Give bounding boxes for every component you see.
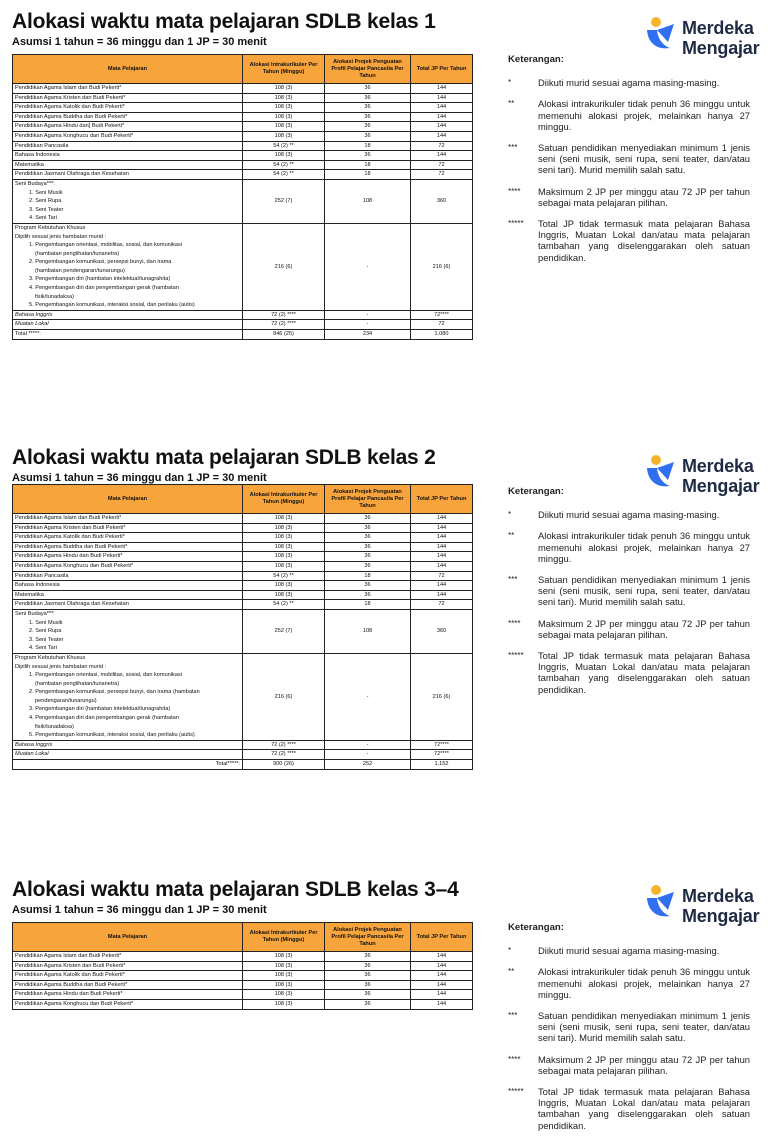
line-text: 4. Seni Tari (29, 215, 57, 222)
value-cell: 108 (3) (243, 93, 325, 103)
value-cell: 72 (411, 170, 473, 180)
table-row (13, 523, 473, 533)
table-row (13, 571, 473, 581)
note-text: Diikuti murid sesuai agama masing-masing. (538, 509, 720, 521)
value-cell: 72 (411, 600, 473, 610)
table-header-row (13, 55, 473, 84)
value-cell: 36 (325, 952, 411, 962)
value-cell: - (325, 740, 411, 750)
subject-cell (13, 653, 243, 740)
table-row (13, 590, 473, 600)
header-total: Total JP Per Tahun (411, 55, 473, 84)
value-cell: 72 (2) **** (243, 320, 325, 330)
line-text: 1. Pengembangan orientasi, mobilitas, sosial, dan komunikasi (29, 672, 182, 679)
line-text: 3. Seni Teater (29, 636, 64, 643)
value-cell: - (325, 320, 411, 330)
subject-cell (13, 609, 243, 653)
subject-cell (13, 223, 243, 310)
note-item (508, 650, 750, 695)
value-cell: 144 (411, 84, 473, 94)
table-row (13, 93, 473, 103)
subject-cell: Pendidikan Agama Buddha dan Budi Pekerti* (13, 542, 243, 552)
value-cell: 108 (3) (243, 990, 325, 1000)
subject-cell: Muatan Lokal (13, 750, 243, 760)
section-title: Alokasi waktu mata pelajaran SDLB kelas 3–4 (12, 878, 459, 901)
value-cell: 36 (325, 980, 411, 990)
value-cell: 36 (325, 999, 411, 1009)
value-cell: 108 (3) (243, 151, 325, 161)
section-title: Alokasi waktu mata pelajaran SDLB kelas 1 (12, 10, 436, 33)
khusus-row (13, 223, 473, 310)
value-cell: 54 (2) ** (243, 141, 325, 151)
value-cell: 144 (411, 131, 473, 141)
subject-cell: Pendidikan Pancasila (13, 141, 243, 151)
note-item (508, 1010, 750, 1044)
value-cell: 144 (411, 990, 473, 1000)
subject-cell: Bahasa Inggris (13, 740, 243, 750)
seni-budaya-row (13, 609, 473, 653)
table-row (13, 980, 473, 990)
table-row (13, 122, 473, 132)
value-cell: 108 (3) (243, 533, 325, 543)
header-projek: Alokasi Projek Penguatan Profil Pelajar Pancasila Per Tahun (325, 485, 411, 514)
section-title: Alokasi waktu mata pelajaran SDLB kelas 2 (12, 446, 436, 469)
keterangan-notes (508, 486, 750, 705)
value-cell: 144 (411, 112, 473, 122)
subject-cell: Matematika (13, 590, 243, 600)
table-row (13, 170, 473, 180)
line-text: (hambatan pendengaran/tunarungu) (35, 267, 125, 274)
line-text: 2. Pengembangan komunikasi, persepsi bunyi, dan irama (29, 259, 172, 266)
subject-cell: Pendidikan Agama Islam dan Budi Pekerti* (13, 84, 243, 94)
value-cell: 36 (325, 581, 411, 591)
subject-cell: Pendidikan Agama Konghucu dan Budi Pekerti* (13, 561, 243, 571)
value-cell: 18 (325, 170, 411, 180)
subject-cell: Pendidikan Agama Katolik dan Budi Pekerti* (13, 103, 243, 113)
subject-cell: Pendidikan Agama Hindu dan Budi Pekerti* (13, 990, 243, 1000)
logo-mark-icon (644, 16, 678, 56)
section-subtitle: Asumsi 1 tahun = 36 minggu dan 1 JP = 30 menit (12, 36, 267, 48)
line-text: 4. Pengembangan diri dan pengembangan gerak (hambatan (29, 715, 179, 722)
value-cell: - (325, 653, 411, 740)
value-cell: 36 (325, 552, 411, 562)
keterangan-heading: Keterangan: (508, 54, 564, 65)
optional-row (13, 320, 473, 330)
total-value: 846 (25) (243, 330, 325, 340)
line-text: Seni Budaya***: (15, 610, 55, 617)
line-text: fisik/tunadaksa) (35, 293, 74, 300)
value-cell: 144 (411, 122, 473, 132)
subject-cell: Pendidikan Agama Hindu dan Budi Pekerti* (13, 552, 243, 562)
note-text: Total JP tidak termasuk mata pelajaran Bahasa Inggris, Muatan Lokal dan/atau mata pelajaran tambahan yang diselenggarakan oleh satuan pendidikan. (538, 1086, 750, 1131)
table-row (13, 971, 473, 981)
logo-text-line2: Mengajar (682, 38, 760, 58)
value-cell: 36 (325, 961, 411, 971)
value-cell: 108 (3) (243, 122, 325, 132)
note-text: Maksimum 2 JP per minggu atau 72 JP per tahun sebagai mata pelajaran pilihan. (538, 185, 750, 208)
value-cell: 144 (411, 952, 473, 962)
table-row (13, 542, 473, 552)
value-cell: 72**** (411, 310, 473, 320)
value-cell: 36 (325, 533, 411, 543)
subject-cell: Matematika (13, 160, 243, 170)
header-mapel: Mata Pelajaran (13, 485, 243, 514)
value-cell: 108 (3) (243, 952, 325, 962)
value-cell: 36 (325, 131, 411, 141)
subject-cell: Pendidikan Agama Hindu dan] Budi Pekerti* (13, 122, 243, 132)
note-text: Alokasi intrakurikuler tidak penuh 36 minggu untuk memenuhi alokasi projek, melainkan hanya 27 minggu. (538, 98, 750, 132)
line-text: 4. Seni Tari (29, 645, 57, 652)
note-item (508, 142, 750, 176)
header-intra: Alokasi Intrakurikuler Per Tahun (Minggu) (243, 485, 325, 514)
subject-cell: Pendidikan Agama Katolik dan Budi Pekerti* (13, 533, 243, 543)
value-cell: 36 (325, 103, 411, 113)
note-text: Total JP tidak termasuk mata pelajaran Bahasa Inggris, Muatan Lokal dan/atau mata pelajaran tambahan yang diselenggarakan oleh satuan pendidikan. (538, 650, 750, 695)
line-text: (hambatan penglihatan/tunanetra) (35, 250, 120, 257)
value-cell: 144 (411, 93, 473, 103)
value-cell: 216 (6) (243, 653, 325, 740)
line-text: 3. Pengembangan diri (hambatan intelektual/tunagrahita) (29, 276, 171, 283)
subject-cell: Pendidikan Jasmani Olahraga dan Kesehatan (13, 600, 243, 610)
header-mapel: Mata Pelajaran (13, 55, 243, 84)
value-cell: 72 (2) **** (243, 310, 325, 320)
logo-text-line2: Mengajar (682, 906, 760, 926)
subject-cell: Bahasa Indonesia (13, 151, 243, 161)
value-cell: 108 (3) (243, 581, 325, 591)
value-cell: 54 (2) ** (243, 160, 325, 170)
total-label: Total*****: (13, 760, 243, 770)
line-text: Program Kebutuhan Khusus (15, 654, 86, 661)
note-item (508, 218, 750, 263)
value-cell: 36 (325, 523, 411, 533)
value-cell: 36 (325, 514, 411, 524)
keterangan-heading: Keterangan: (508, 922, 564, 933)
logo-text-line1: Merdeka (682, 886, 754, 906)
line-text: fisik/tunadaksa) (35, 723, 74, 730)
value-cell: 144 (411, 999, 473, 1009)
allocation-table (12, 922, 473, 1010)
subject-cell: Pendidikan Agama Katolik dan Budi Pekerti* (13, 971, 243, 981)
value-cell: 108 (3) (243, 514, 325, 524)
note-mark: **** (508, 618, 521, 628)
value-cell: 72 (411, 320, 473, 330)
value-cell: 36 (325, 990, 411, 1000)
subject-cell: Muatan Lokal (13, 320, 243, 330)
note-item (508, 618, 750, 640)
total-row (13, 330, 473, 340)
optional-row (13, 310, 473, 320)
value-cell: 72 (2) **** (243, 750, 325, 760)
note-mark: ***** (508, 1087, 524, 1097)
note-item (508, 1086, 750, 1131)
note-item (508, 945, 750, 956)
table-row (13, 999, 473, 1009)
value-cell: 72**** (411, 750, 473, 760)
note-text: Maksimum 2 JP per minggu atau 72 JP per tahun sebagai mata pelajaran pilihan. (538, 617, 750, 640)
value-cell: 18 (325, 160, 411, 170)
value-cell: 108 (3) (243, 980, 325, 990)
logo-text-line2: Mengajar (682, 476, 760, 496)
table-row (13, 151, 473, 161)
table-row (13, 552, 473, 562)
value-cell: 144 (411, 980, 473, 990)
table-row (13, 103, 473, 113)
value-cell: 54 (2) ** (243, 571, 325, 581)
header-total: Total JP Per Tahun (411, 923, 473, 952)
table-row (13, 141, 473, 151)
header-projek: Alokasi Projek Penguatan Profil Pelajar Pancasila Per Tahun (325, 55, 411, 84)
header-mapel: Mata Pelajaran (13, 923, 243, 952)
subject-cell (13, 179, 243, 223)
subject-cell: Pendidikan Agama Konghucu dan Budi Pekerti* (13, 131, 243, 141)
value-cell: 144 (411, 523, 473, 533)
subject-cell: Pendidikan Agama Kristen dan Budi Pekerti* (13, 961, 243, 971)
value-cell: 36 (325, 542, 411, 552)
note-mark: ***** (508, 219, 524, 229)
note-item (508, 186, 750, 208)
value-cell: 108 (3) (243, 84, 325, 94)
optional-row (13, 740, 473, 750)
table-row (13, 561, 473, 571)
value-cell: 36 (325, 971, 411, 981)
seni-budaya-row (13, 179, 473, 223)
header-intra: Alokasi Intrakurikuler Per Tahun (Minggu) (243, 923, 325, 952)
line-text: 4. Pengembangan diri dan pengembangan gerak (hambatan (29, 285, 179, 292)
note-text: Diikuti murid sesuai agama masing-masing. (538, 945, 720, 957)
note-mark: *** (508, 143, 518, 153)
total-value: 900 (26) (243, 760, 325, 770)
note-mark: **** (508, 186, 521, 196)
total-value: 1.080 (411, 330, 473, 340)
note-mark: **** (508, 1054, 521, 1064)
note-item (508, 77, 750, 88)
note-mark: ***** (508, 651, 524, 661)
value-cell: 252 (7) (243, 179, 325, 223)
optional-row (13, 750, 473, 760)
table-row (13, 990, 473, 1000)
value-cell: 108 (3) (243, 103, 325, 113)
subject-cell: Bahasa Inggris (13, 310, 243, 320)
line-text: 1. Seni Musik (29, 189, 63, 196)
line-text: 1. Seni Musik (29, 619, 63, 626)
value-cell: 216 (6) (243, 223, 325, 310)
subject-cell: Bahasa Indonesia (13, 581, 243, 591)
table-row (13, 581, 473, 591)
note-item (508, 530, 750, 564)
note-item (508, 574, 750, 608)
value-cell: - (325, 310, 411, 320)
table-row (13, 112, 473, 122)
total-value: 1.152 (411, 760, 473, 770)
table-row (13, 160, 473, 170)
value-cell: 108 (3) (243, 131, 325, 141)
note-mark: *** (508, 575, 518, 585)
logo-mark-icon (644, 884, 678, 924)
table-row (13, 131, 473, 141)
value-cell: 108 (3) (243, 552, 325, 562)
logo-text-line1: Merdeka (682, 18, 754, 38)
total-value: 234 (325, 330, 411, 340)
note-text: Alokasi intrakurikuler tidak penuh 36 minggu untuk memenuhi alokasi projek, melainkan hanya 27 minggu. (538, 530, 750, 564)
allocation-table (12, 484, 473, 770)
note-text: Total JP tidak termasuk mata pelajaran Bahasa Inggris, Muatan Lokal dan/atau mata pelajaran tambahan yang diselenggarakan oleh satuan pendidikan. (538, 218, 750, 263)
note-item (508, 966, 750, 1000)
note-mark: ** (508, 967, 515, 977)
subject-cell: Pendidikan Agama Buddha dan Budi Pekerti* (13, 112, 243, 122)
value-cell: 144 (411, 151, 473, 161)
value-cell: 144 (411, 971, 473, 981)
table-row (13, 514, 473, 524)
value-cell: 36 (325, 590, 411, 600)
value-cell: 18 (325, 600, 411, 610)
value-cell: 144 (411, 581, 473, 591)
value-cell: 108 (3) (243, 590, 325, 600)
subject-cell: Pendidikan Agama Islam dan Budi Pekerti* (13, 952, 243, 962)
value-cell: 108 (3) (243, 961, 325, 971)
value-cell: 36 (325, 151, 411, 161)
subject-cell: Pendidikan Agama Konghucu dan Budi Pekerti* (13, 999, 243, 1009)
line-text: 5. Pengembangan komunikasi, interaksi sosial, dan perilaku (autis) (29, 732, 195, 739)
allocation-table (12, 54, 473, 340)
table-row (13, 600, 473, 610)
value-cell: 144 (411, 542, 473, 552)
value-cell: 72 (411, 571, 473, 581)
line-text: 5. Pengembangan komunikasi, interaksi sosial, dan perilaku (autis) (29, 302, 195, 309)
line-text: Program Kebutuhan Khusus (15, 224, 86, 231)
total-value: 252 (325, 760, 411, 770)
total-row (13, 760, 473, 770)
header-projek: Alokasi Projek Penguatan Profil Pelajar Pancasila Per Tahun (325, 923, 411, 952)
table-row (13, 952, 473, 962)
note-mark: * (508, 510, 512, 520)
line-text: Seni Budaya***: (15, 180, 55, 187)
logo-text-line1: Merdeka (682, 456, 754, 476)
value-cell: 72**** (411, 740, 473, 750)
line-text: 3. Seni Teater (29, 206, 64, 213)
value-cell: 54 (2) ** (243, 600, 325, 610)
keterangan-notes (508, 922, 750, 1141)
note-mark: ** (508, 531, 515, 541)
value-cell: - (325, 750, 411, 760)
value-cell: 18 (325, 141, 411, 151)
value-cell: 108 (325, 609, 411, 653)
subject-cell: Pendidikan Agama Kristen dan Budi Pekerti* (13, 523, 243, 533)
value-cell: 36 (325, 122, 411, 132)
value-cell: 144 (411, 103, 473, 113)
value-cell: 108 (3) (243, 112, 325, 122)
note-item (508, 1054, 750, 1076)
value-cell: 108 (3) (243, 971, 325, 981)
table-row (13, 533, 473, 543)
line-text: 2. Pengembangan komunikasi, persepsi bunyi, dan irama (hambatan (29, 689, 200, 696)
value-cell: 144 (411, 514, 473, 524)
table-header-row (13, 485, 473, 514)
value-cell: 36 (325, 112, 411, 122)
note-text: Diikuti murid sesuai agama masing-masing. (538, 77, 720, 89)
header-intra: Alokasi Intrakurikuler Per Tahun (Minggu) (243, 55, 325, 84)
value-cell: 216 (6) (411, 653, 473, 740)
value-cell: 108 (3) (243, 561, 325, 571)
subject-cell: Pendidikan Jasmani Olahraga dan Kesehatan (13, 170, 243, 180)
keterangan-notes (508, 54, 750, 273)
table-header-row (13, 923, 473, 952)
value-cell: 144 (411, 533, 473, 543)
line-text: pendengaran/tunarungu) (35, 697, 97, 704)
value-cell: 252 (7) (243, 609, 325, 653)
section-subtitle: Asumsi 1 tahun = 36 minggu dan 1 JP = 30 menit (12, 904, 267, 916)
value-cell: 216 (6) (411, 223, 473, 310)
note-text: Maksimum 2 JP per minggu atau 72 JP per tahun sebagai mata pelajaran pilihan. (538, 1053, 750, 1076)
line-text: 2. Seni Rupa (29, 628, 62, 635)
value-cell: 108 (3) (243, 999, 325, 1009)
value-cell: 360 (411, 609, 473, 653)
section-subtitle: Asumsi 1 tahun = 36 minggu dan 1 JP = 30 menit (12, 472, 267, 484)
value-cell: 36 (325, 561, 411, 571)
value-cell: 144 (411, 561, 473, 571)
note-mark: ** (508, 99, 515, 109)
note-item (508, 98, 750, 132)
note-item (508, 509, 750, 520)
total-label: Total *****: (13, 330, 243, 340)
table-row (13, 84, 473, 94)
value-cell: 72 (411, 160, 473, 170)
subject-cell: Pendidikan Agama Kristen dan Budi Pekerti* (13, 93, 243, 103)
line-text: 2. Seni Rupa (29, 198, 62, 205)
value-cell: 18 (325, 571, 411, 581)
value-cell: 144 (411, 552, 473, 562)
note-text: Satuan pendidikan menyediakan minimum 1 jenis seni (seni musik, seni rupa, seni teater, dan/atau seni tari). Murid memilih salah satu. (538, 1010, 750, 1044)
note-mark: * (508, 946, 512, 956)
keterangan-heading: Keterangan: (508, 486, 564, 497)
value-cell: 36 (325, 84, 411, 94)
line-text: 1. Pengembangan orientasi, mobilitas, sosial, dan komunikasi (29, 242, 182, 249)
line-text: Dipilih sesuai jenis hambatan murid : (15, 663, 107, 670)
header-total: Total JP Per Tahun (411, 485, 473, 514)
line-text: 3. Pengembangan diri (hambatan intelektual/tunagrahita) (29, 706, 171, 713)
note-mark: * (508, 78, 512, 88)
value-cell: 144 (411, 590, 473, 600)
subject-cell: Pendidikan Agama Buddha dan Budi Pekerti* (13, 980, 243, 990)
note-text: Alokasi intrakurikuler tidak penuh 36 minggu untuk memenuhi alokasi projek, melainkan hanya 27 minggu. (538, 966, 750, 1000)
value-cell: - (325, 223, 411, 310)
line-text: Dipilih sesuai jenis hambatan murid : (15, 233, 107, 240)
subject-cell: Pendidikan Agama Islam dan Budi Pekerti* (13, 514, 243, 524)
value-cell: 72 (411, 141, 473, 151)
note-text: Satuan pendidikan menyediakan minimum 1 jenis seni (seni musik, seni rupa, seni teater, dan/atau seni tari). Murid memilih salah satu. (538, 142, 750, 176)
note-text: Satuan pendidikan menyediakan minimum 1 jenis seni (seni musik, seni rupa, seni teater, dan/atau seni tari). Murid memilih salah satu. (538, 574, 750, 608)
value-cell: 72 (2) **** (243, 740, 325, 750)
value-cell: 108 (325, 179, 411, 223)
value-cell: 108 (3) (243, 542, 325, 552)
note-mark: *** (508, 1011, 518, 1021)
value-cell: 360 (411, 179, 473, 223)
line-text: (hambatan penglihatan/tunanetra) (35, 680, 120, 687)
value-cell: 36 (325, 93, 411, 103)
value-cell: 144 (411, 961, 473, 971)
khusus-row (13, 653, 473, 740)
value-cell: 54 (2) ** (243, 170, 325, 180)
table-row (13, 961, 473, 971)
value-cell: 108 (3) (243, 523, 325, 533)
subject-cell: Pendidikan Pancasila (13, 571, 243, 581)
